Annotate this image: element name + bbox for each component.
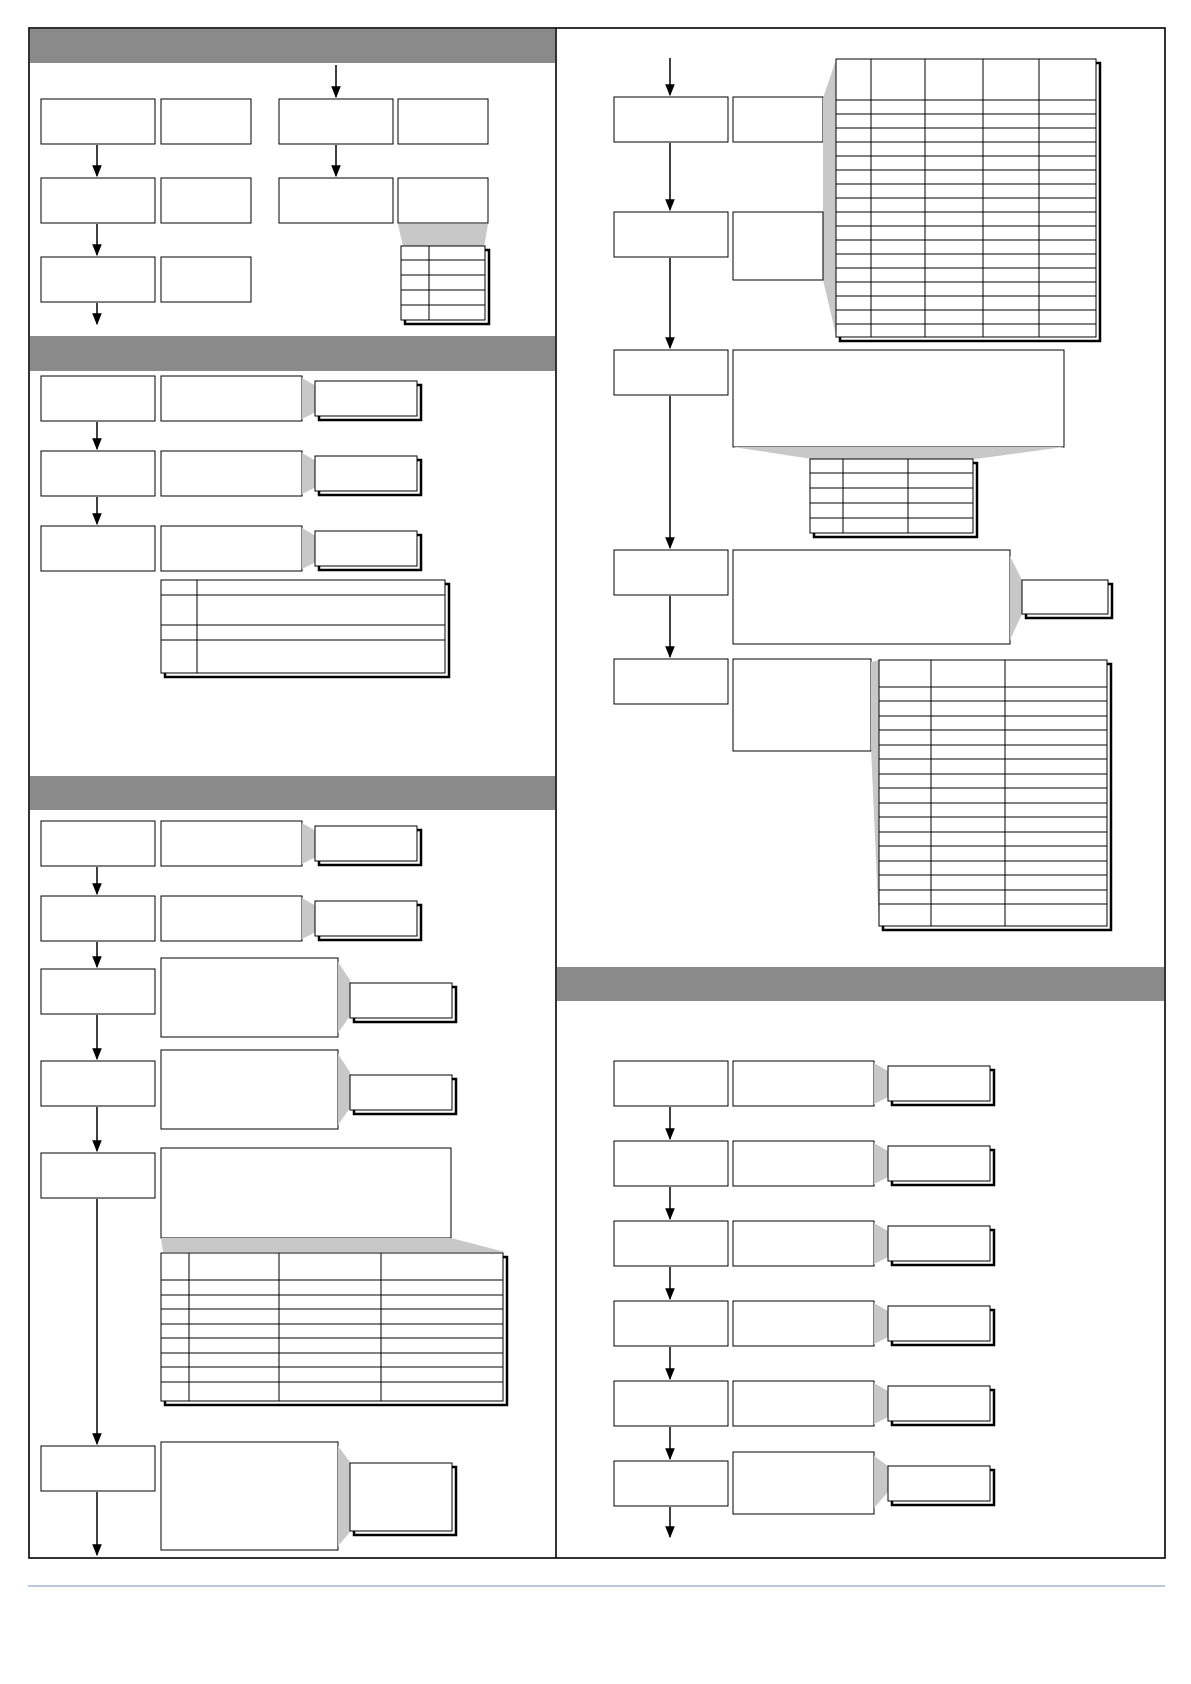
value-box (161, 376, 302, 421)
section-header-band (557, 967, 1164, 1001)
value-box (161, 451, 302, 496)
callout-taper (1010, 556, 1022, 640)
callout-taper (338, 1054, 350, 1125)
step-box (41, 376, 155, 421)
parameter-table (161, 1253, 507, 1405)
step-box (41, 526, 155, 571)
callout-taper (874, 1383, 888, 1424)
step-box (614, 1141, 728, 1186)
callout-taper (302, 453, 316, 494)
callout-taper (874, 1456, 888, 1508)
step-box (614, 1381, 728, 1426)
section-1-continued (614, 58, 1112, 930)
value-box (161, 1148, 451, 1238)
section-2 (41, 376, 449, 677)
option-box (315, 531, 421, 570)
callout-taper (398, 224, 488, 247)
lookup-table (810, 459, 977, 537)
value-box (398, 178, 488, 223)
step-box (614, 97, 728, 142)
option-box (350, 1463, 456, 1535)
value-box (733, 550, 1010, 644)
step-box (41, 257, 155, 302)
parameter-table (879, 660, 1111, 930)
section-header-band (30, 776, 555, 810)
callout-taper (338, 1446, 350, 1546)
value-box (398, 99, 488, 144)
step-box (279, 99, 393, 144)
step-box (614, 1221, 728, 1266)
step-box (614, 1301, 728, 1346)
value-box (161, 896, 302, 941)
option-box (888, 1146, 994, 1185)
option-box (888, 1386, 994, 1425)
option-box (315, 456, 421, 495)
value-box (733, 350, 1064, 447)
step-box (41, 969, 155, 1014)
value-box (161, 526, 302, 571)
value-box (161, 1050, 338, 1129)
step-box (41, 99, 155, 144)
option-box (888, 1466, 994, 1505)
section-1 (41, 65, 489, 324)
option-box (315, 826, 421, 865)
step-box (614, 550, 728, 595)
value-box (733, 659, 871, 751)
callout-taper (302, 528, 316, 569)
value-box (733, 1061, 874, 1106)
value-box (161, 1442, 338, 1550)
option-box (315, 381, 421, 420)
value-box (733, 1141, 874, 1186)
value-box (733, 212, 823, 280)
callout-taper (733, 447, 1064, 459)
option-box (888, 1306, 994, 1345)
lookup-table (401, 246, 489, 324)
step-box (41, 1446, 155, 1491)
option-box (350, 983, 456, 1022)
value-box (733, 1452, 874, 1514)
value-box (733, 97, 823, 142)
callout-taper (302, 378, 316, 419)
value-box (733, 1301, 874, 1346)
callout-taper (823, 60, 836, 335)
step-box (279, 178, 393, 223)
step-box (41, 1153, 155, 1198)
value-box (161, 821, 302, 866)
step-box (614, 350, 728, 395)
step-box (614, 659, 728, 704)
value-box (161, 958, 338, 1037)
option-box (888, 1226, 994, 1265)
section-3 (41, 821, 507, 1555)
step-box (41, 896, 155, 941)
step-box (41, 178, 155, 223)
section-header-band (30, 29, 555, 63)
description-table (161, 580, 449, 677)
callout-taper (874, 1223, 888, 1264)
option-box (315, 901, 421, 940)
option-box (888, 1066, 994, 1105)
value-box (161, 257, 251, 302)
value-box (161, 99, 251, 144)
value-box (161, 178, 251, 223)
step-box (41, 451, 155, 496)
callout-taper (874, 1143, 888, 1184)
step-box (614, 212, 728, 257)
callout-taper (871, 660, 879, 928)
callout-taper (302, 898, 316, 939)
section-header-band (30, 336, 555, 371)
code-matrix-table (836, 59, 1100, 341)
callout-taper (874, 1303, 888, 1344)
callout-taper (302, 823, 316, 864)
callout-taper (874, 1063, 888, 1104)
step-box (41, 1061, 155, 1106)
callout-taper (338, 962, 350, 1033)
section-4 (614, 1061, 994, 1537)
value-box (733, 1381, 874, 1426)
step-box (614, 1461, 728, 1506)
callout-taper (161, 1238, 505, 1252)
option-box (1022, 580, 1112, 618)
step-box (41, 821, 155, 866)
value-box (733, 1221, 874, 1266)
step-box (614, 1061, 728, 1106)
option-box (350, 1075, 456, 1114)
